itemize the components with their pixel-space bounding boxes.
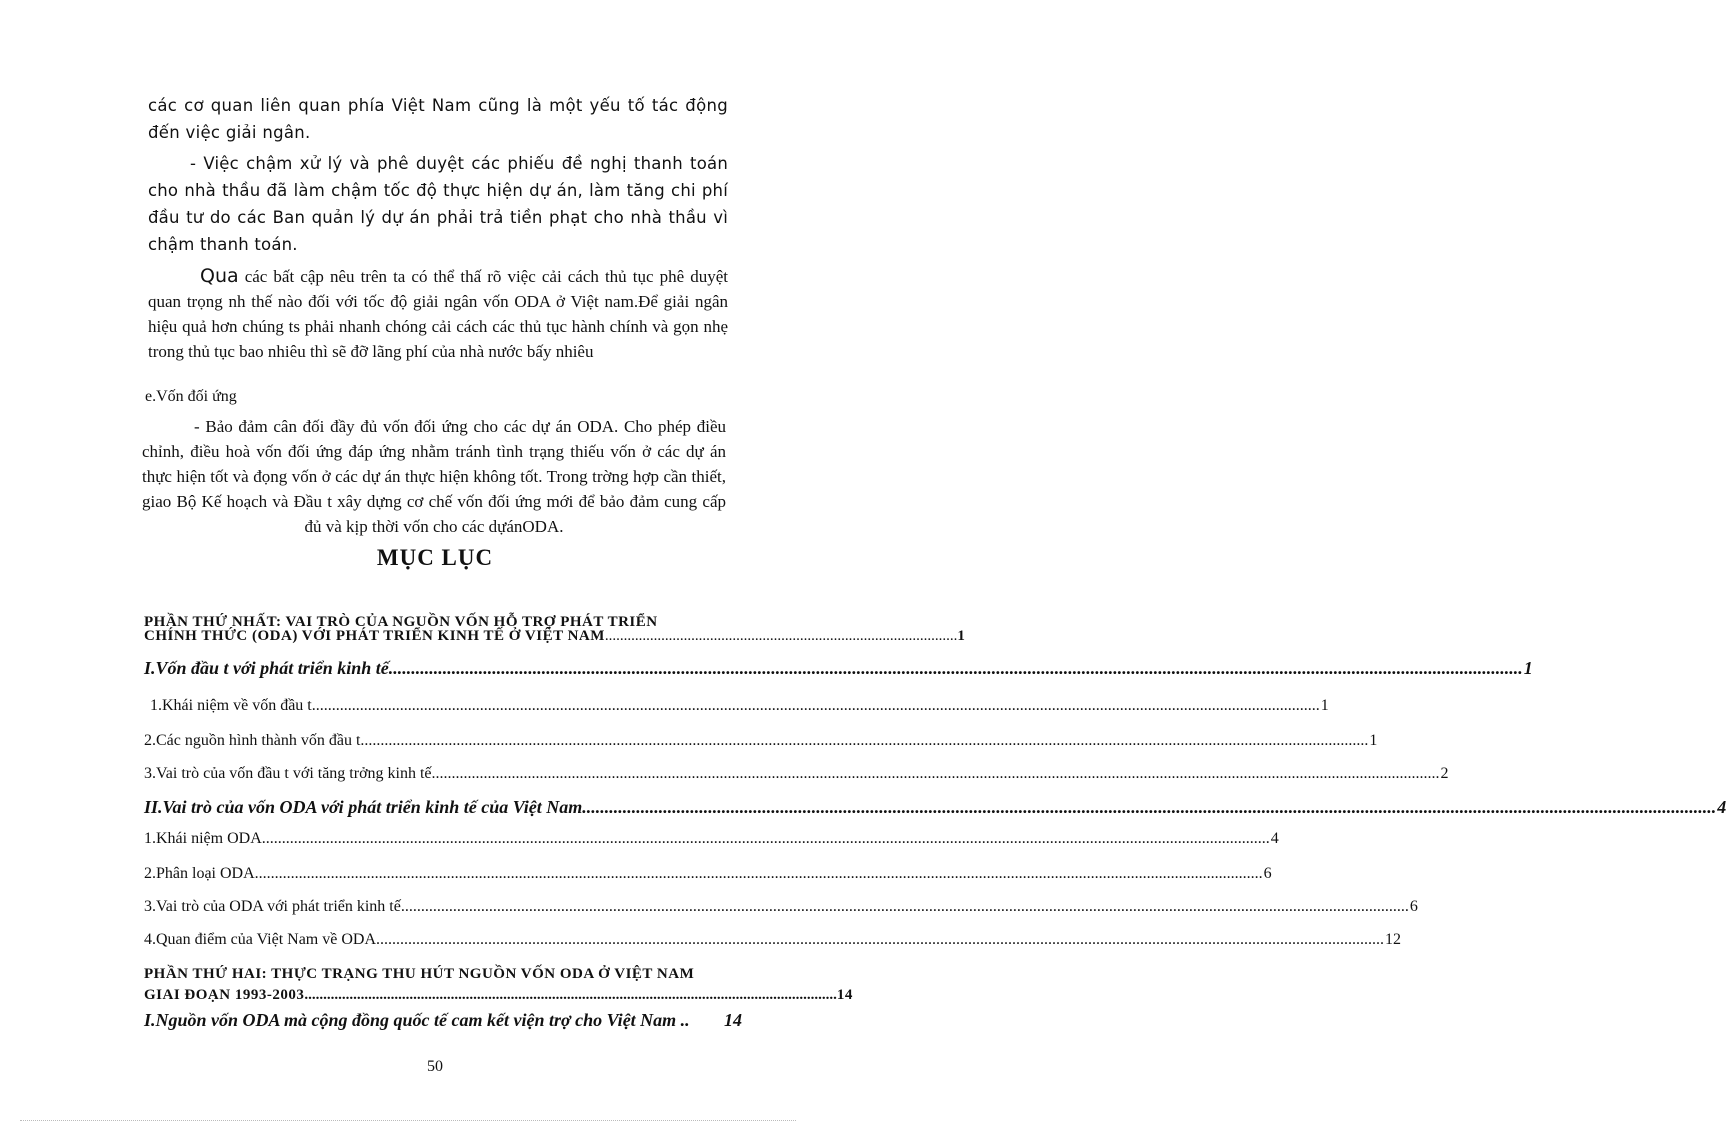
body-paragraph-4-text: - Bảo đảm cân đối đầy đủ vốn đối ứng cho các dự án ODA. Cho phép điều chỉnh, điều hoà vốn đối ứng đáp ứng nhằm tránh tình trạng thiếu vốn ở các dự án thực hiện tốt và đọng vốn ở các dự án thực hiện không tốt. Trong trờng hợp cần thiết, giao Bộ Kế hoạch và Đầu t xây dựng cơ chế vốn đối ứng mới để bảo đảm cung cấp đủ và kịp thời vốn cho các dựánODA. — [142, 417, 726, 536]
toc-entry-page: 4 — [1717, 797, 1726, 817]
toc-part-1-line1: PHẦN THỨ NHẤT: VAI TRÒ CỦA NGUỒN VỐN HỖ TRỢ PHÁT TRIỂN — [144, 614, 658, 630]
toc-entry-page: 6 — [1409, 898, 1418, 915]
toc-entry-label: I.Vốn đầu t với phát triển kinh tế — [144, 658, 389, 678]
toc-entry-label: 3.Vai trò của vốn đầu t với tăng trởng kinh tế — [144, 765, 432, 782]
toc-entry-label: 2.Các nguồn hình thành vốn đầu t — [144, 732, 361, 749]
toc-part-1-page: 1 — [957, 628, 966, 644]
toc-part-2-line2: GIAI ĐOẠN 1993-2003 — [144, 987, 305, 1003]
toc-entry-label: 4.Quan điểm của Việt Nam về ODA — [144, 931, 377, 948]
toc-entry-label: II.Vai trò của vốn ODA với phát triển kinh tế của Việt Nam — [144, 797, 583, 817]
toc-entry[interactable] — [144, 765, 1449, 783]
toc-part-1 — [144, 614, 966, 644]
toc-entry-label: I.Nguồn vốn ODA mà cộng đồng quốc tế cam kết viện trợ cho Việt Nam .. — [144, 1010, 690, 1030]
toc-entry[interactable] — [144, 1010, 742, 1031]
body-paragraph-3-lead: Qua — [200, 265, 239, 287]
toc-entry-page: 1 — [1369, 732, 1378, 749]
toc-part-2-dots: .............................................................................................................................................. — [304, 987, 837, 1003]
toc-entry-label: 3.Vai trò của ODA với phát triển kinh tế — [144, 898, 401, 915]
body-paragraph-3-text: các bất cập nêu trên ta có thể thấ rõ việc cải cách thủ tục phê duyệt quan trọng nh thế nào đối với tốc độ giải ngân vốn ODA ở Việt nam.Để giải ngân hiệu quả hơn chúng ts phải nhanh chóng cải cách các thủ tục hành chính và gọn nhẹ trong thủ tục bao nhiêu thì sẽ đỡ lãng phí của nhà nước bấy nhiêu — [148, 267, 728, 361]
toc-entry-page: 1 — [1320, 697, 1329, 714]
toc-entry[interactable] — [144, 797, 1726, 818]
body-paragraph-2 — [148, 150, 728, 258]
toc-part-2-line1: PHẦN THỨ HAI: THỰC TRẠNG THU HÚT NGUỒN VỐN ODA Ở VIỆT NAM — [144, 966, 695, 982]
toc-part-1-line2: CHÍNH THỨC (ODA) VỚI PHÁT TRIỂN KINH TẾ Ở VIỆT NAM — [144, 628, 605, 644]
toc-entry-page: 6 — [1263, 865, 1272, 882]
page-number: 50 — [427, 1058, 443, 1075]
body-paragraph-2-text: - Việc chậm xử lý và phê duyệt các phiếu đề nghị thanh toán cho nhà thầu đã làm chậm tốc độ thực hiện dự án, làm tăng chi phí đầu tư do các Ban quản lý dự án phải trả tiền phạt cho nhà thầu vì chậm thanh toán. — [148, 154, 728, 254]
toc-part-2 — [144, 964, 853, 1006]
toc-entry[interactable] — [144, 658, 1533, 679]
toc-entry-page: 12 — [1385, 931, 1402, 948]
toc-title: MỤC LỤC — [376, 545, 494, 570]
toc-entry-page: 1 — [1523, 658, 1533, 678]
toc-entry[interactable] — [144, 931, 1402, 949]
body-paragraph-1: các cơ quan liên quan phía Việt Nam cũng là một yếu tố tác động đến việc giải ngân. — [148, 96, 728, 142]
toc-entry[interactable] — [144, 830, 1279, 848]
body-paragraph-3 — [148, 264, 728, 364]
toc-part-1-dots: .............................................................................................. — [604, 628, 958, 644]
toc-entry-page: 4 — [1270, 830, 1279, 847]
toc-part-2-page: 14 — [836, 987, 853, 1003]
toc-entry[interactable] — [144, 697, 1329, 715]
toc-entry-label: 1.Khái niệm về vốn đầu t — [150, 697, 312, 714]
toc-entry-label: 1.Khái niệm ODA — [144, 830, 262, 847]
page-bottom-divider — [20, 1120, 796, 1121]
toc-entry-page: 14 — [724, 1010, 742, 1030]
body-paragraph-4 — [142, 414, 726, 539]
toc-entry-label: 2.Phân loại ODA — [144, 865, 255, 882]
toc-entry-page: 2 — [1440, 765, 1449, 782]
section-heading-e: e.Vốn đối ứng — [145, 388, 237, 405]
toc-entry[interactable] — [144, 865, 1272, 883]
toc-entry[interactable] — [144, 898, 1418, 916]
toc-entry[interactable] — [144, 732, 1378, 750]
